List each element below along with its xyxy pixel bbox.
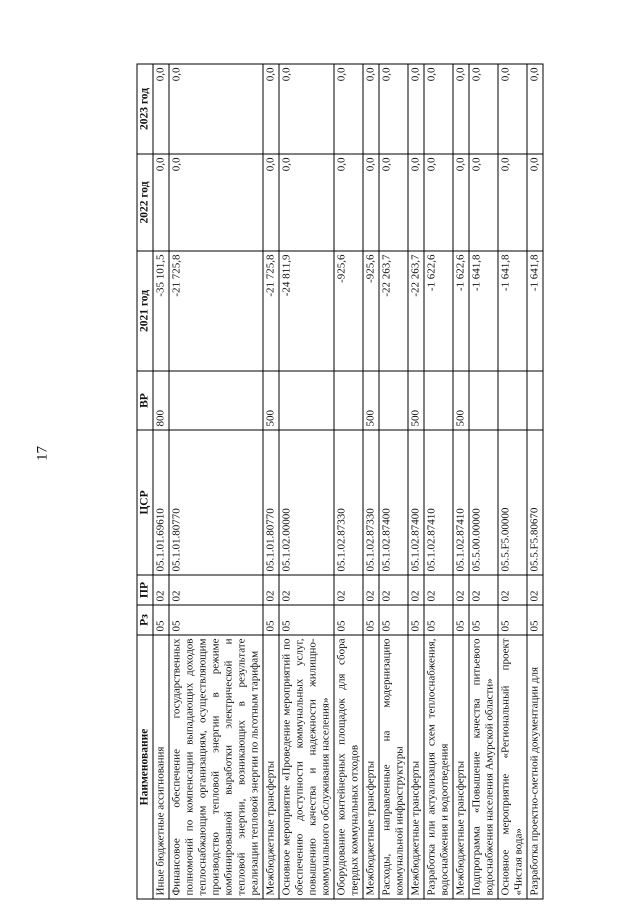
cell-2021: -925,6 <box>334 251 363 371</box>
cell-pr: 02 <box>379 575 408 605</box>
table-row <box>263 64 279 899</box>
cell-csr: 05.1.02.87410 <box>424 430 453 575</box>
cell-pr: 02 <box>527 575 543 605</box>
cell-name: Оборудование контейнерных площадок для сбора твердых коммунальных отходов <box>334 635 363 899</box>
cell-2021: -1 641,8 <box>527 251 543 371</box>
cell-2023: 0,0 <box>527 64 543 154</box>
table-row <box>453 64 469 899</box>
table-row <box>408 64 424 899</box>
col-header-pr: ПР <box>137 575 153 605</box>
cell-name: Иные бюджетные ассигнования <box>153 635 169 899</box>
cell-2021: -1 622,6 <box>424 251 453 371</box>
cell-2021: -35 101,5 <box>153 251 169 371</box>
cell-name: Подпрограмма «Повышение качества питьевого водоснабжения населения Амурской области» <box>469 635 498 899</box>
rotated-table-wrapper <box>137 65 544 900</box>
cell-vr <box>424 371 453 430</box>
table-row <box>424 64 453 899</box>
cell-vr <box>527 371 543 430</box>
table-header-row <box>137 64 153 899</box>
cell-rz: 05 <box>279 605 334 635</box>
cell-vr <box>169 371 263 430</box>
cell-rz: 05 <box>379 605 408 635</box>
cell-2022: 0,0 <box>263 154 279 251</box>
cell-vr <box>334 371 363 430</box>
cell-2023: 0,0 <box>379 64 408 154</box>
cell-2022: 0,0 <box>334 154 363 251</box>
cell-pr: 02 <box>498 575 527 605</box>
cell-rz: 05 <box>408 605 424 635</box>
cell-rz: 05 <box>469 605 498 635</box>
cell-pr: 02 <box>169 575 263 605</box>
cell-name: Финансовое обеспечение государственных полномочий по компенсации выпадающих доходов теплоснабжающим организациям, осуществляющим производство тепловой энергии в режиме комбинированной выработки электрической и тепловой энергии, возникающих в результате реализации тепловой энергии по льготным тарифам <box>169 635 263 899</box>
col-header-2022: 2022 год <box>137 154 153 251</box>
cell-rz: 05 <box>424 605 453 635</box>
cell-vr: 500 <box>408 371 424 430</box>
cell-rz: 05 <box>527 605 543 635</box>
cell-name: Межбюджетные трансферты <box>408 635 424 899</box>
cell-vr: 500 <box>453 371 469 430</box>
cell-2023: 0,0 <box>263 64 279 154</box>
cell-rz: 05 <box>334 605 363 635</box>
cell-pr: 02 <box>279 575 334 605</box>
cell-2021: -1 622,6 <box>453 251 469 371</box>
cell-csr: 05.5.F5.00000 <box>498 430 527 575</box>
cell-2023: 0,0 <box>363 64 379 154</box>
cell-pr: 02 <box>453 575 469 605</box>
cell-2023: 0,0 <box>469 64 498 154</box>
cell-vr: 500 <box>263 371 279 430</box>
cell-name: Межбюджетные трансферты <box>363 635 379 899</box>
table-row <box>527 64 543 899</box>
cell-2022: 0,0 <box>498 154 527 251</box>
col-header-2023: 2023 год <box>137 64 153 154</box>
cell-vr: 800 <box>153 371 169 430</box>
cell-2021: -24 811,9 <box>279 251 334 371</box>
cell-csr: 05.1.02.87330 <box>334 430 363 575</box>
cell-pr: 02 <box>263 575 279 605</box>
cell-2022: 0,0 <box>453 154 469 251</box>
cell-rz: 05 <box>263 605 279 635</box>
cell-2022: 0,0 <box>169 154 263 251</box>
table-row <box>469 64 498 899</box>
cell-vr <box>469 371 498 430</box>
cell-csr: 05.1.02.87400 <box>379 430 408 575</box>
cell-2023: 0,0 <box>453 64 469 154</box>
cell-name: Межбюджетные трансферты <box>453 635 469 899</box>
table-row <box>153 64 169 899</box>
cell-pr: 02 <box>469 575 498 605</box>
cell-rz: 05 <box>169 605 263 635</box>
cell-2021: -21 725,8 <box>263 251 279 371</box>
cell-rz: 05 <box>363 605 379 635</box>
cell-2022: 0,0 <box>408 154 424 251</box>
cell-csr: 05.1.01.69610 <box>153 430 169 575</box>
cell-pr: 02 <box>363 575 379 605</box>
cell-name: Межбюджетные трансферты <box>263 635 279 899</box>
cell-name: Разработка проектно-сметной документации для <box>527 635 543 899</box>
table-row <box>363 64 379 899</box>
cell-2022: 0,0 <box>363 154 379 251</box>
cell-2021: -1 641,8 <box>469 251 498 371</box>
page-number: 17 <box>34 446 51 461</box>
col-header-vr: ВР <box>137 371 153 430</box>
table-row <box>498 64 527 899</box>
cell-2021: -1 641,8 <box>498 251 527 371</box>
cell-name: Основное мероприятие «Региональный проект «Чистая вода» <box>498 635 527 899</box>
cell-csr: 05.1.02.87330 <box>363 430 379 575</box>
cell-2023: 0,0 <box>153 64 169 154</box>
budget-table <box>137 64 544 900</box>
cell-vr: 500 <box>363 371 379 430</box>
cell-2023: 0,0 <box>424 64 453 154</box>
cell-pr: 02 <box>424 575 453 605</box>
cell-2021: -21 725,8 <box>169 251 263 371</box>
cell-rz: 05 <box>153 605 169 635</box>
col-header-rz: Рз <box>137 605 153 635</box>
cell-csr: 05.1.01.80770 <box>169 430 263 575</box>
cell-2021: -22 263,7 <box>408 251 424 371</box>
col-header-csr: ЦСР <box>137 430 153 575</box>
cell-vr <box>498 371 527 430</box>
cell-csr: 05.1.02.00000 <box>279 430 334 575</box>
cell-vr <box>279 371 334 430</box>
cell-2021: -925,6 <box>363 251 379 371</box>
cell-2023: 0,0 <box>498 64 527 154</box>
cell-2023: 0,0 <box>169 64 263 154</box>
cell-pr: 02 <box>408 575 424 605</box>
cell-2022: 0,0 <box>379 154 408 251</box>
cell-rz: 05 <box>453 605 469 635</box>
cell-csr: 05.1.01.80770 <box>263 430 279 575</box>
cell-pr: 02 <box>334 575 363 605</box>
cell-2022: 0,0 <box>469 154 498 251</box>
cell-csr: 05.1.02.87410 <box>453 430 469 575</box>
cell-2022: 0,0 <box>279 154 334 251</box>
cell-2023: 0,0 <box>334 64 363 154</box>
cell-2023: 0,0 <box>279 64 334 154</box>
table-row <box>379 64 408 899</box>
cell-csr: 05.1.02.87400 <box>408 430 424 575</box>
table-row <box>169 64 263 899</box>
cell-csr: 05.5.F5.80670 <box>527 430 543 575</box>
cell-2023: 0,0 <box>408 64 424 154</box>
table-row <box>279 64 334 899</box>
cell-2021: -22 263,7 <box>379 251 408 371</box>
cell-2022: 0,0 <box>153 154 169 251</box>
col-header-2021: 2021 год <box>137 251 153 371</box>
cell-csr: 05.5.00.00000 <box>469 430 498 575</box>
cell-2022: 0,0 <box>527 154 543 251</box>
cell-name: Основное мероприятие «Проведение мероприятий по обеспечению доступности коммунальных услуг, повышению качества и надежности жилищно-коммунального обслуживания населения» <box>279 635 334 899</box>
cell-2022: 0,0 <box>424 154 453 251</box>
cell-name: Разработка или актуализация схем теплоснабжения, водоснабжения и водоотведения <box>424 635 453 899</box>
cell-vr <box>379 371 408 430</box>
col-header-name: Наименование <box>137 635 153 899</box>
cell-pr: 02 <box>153 575 169 605</box>
table-row <box>334 64 363 899</box>
cell-name: Расходы, направленные на модернизацию коммунальной инфраструктуры <box>379 635 408 899</box>
cell-rz: 05 <box>498 605 527 635</box>
